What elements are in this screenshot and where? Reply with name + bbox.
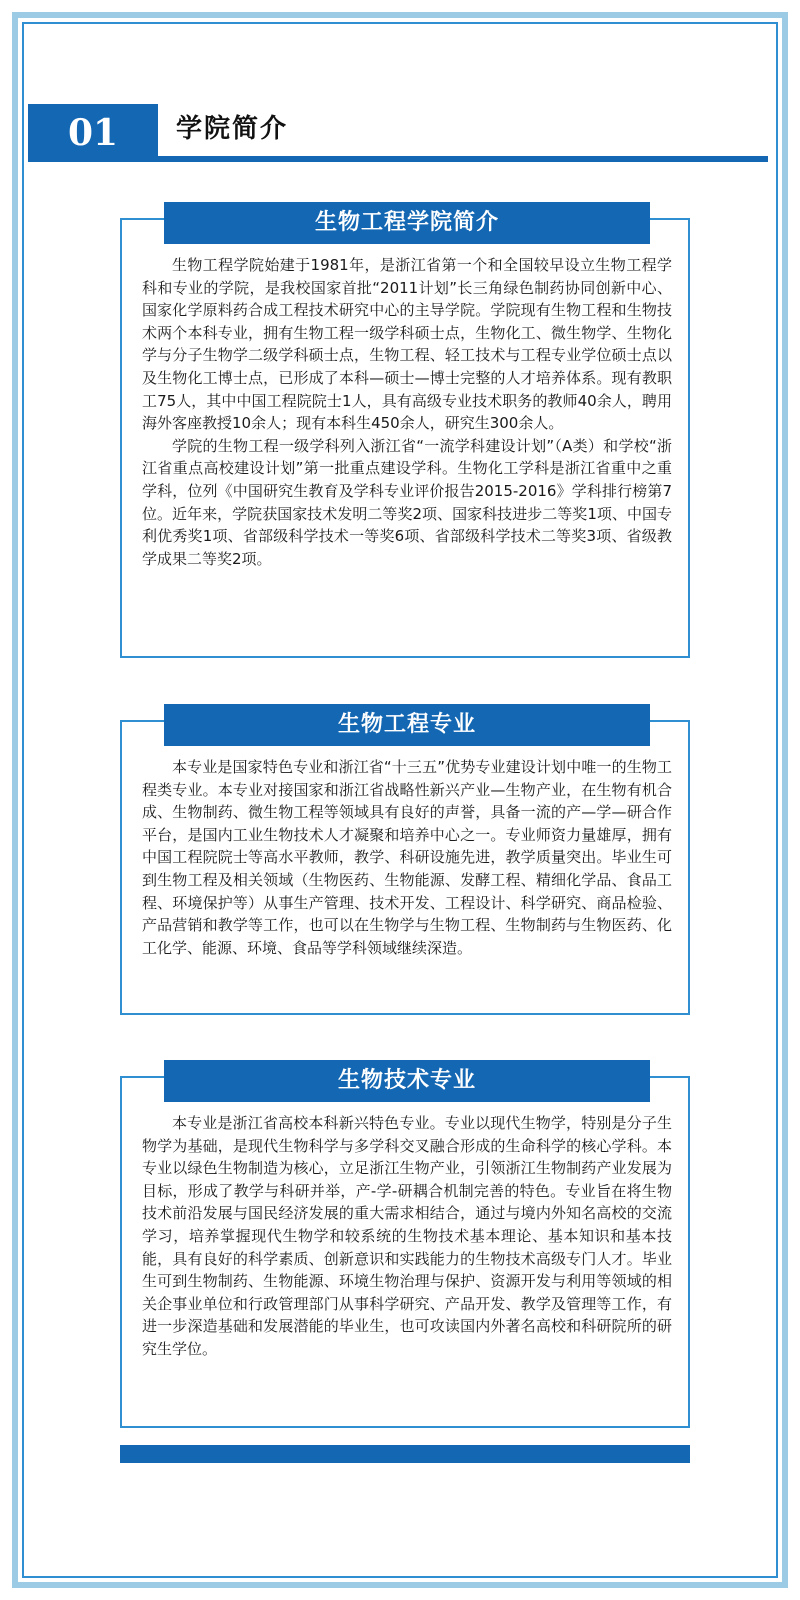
bioengineering-major-body <box>142 756 672 959</box>
biotechnology-major-paragraph: 本专业是浙江省高校本科新兴特色专业。专业以现代生物学，特别是分子生物学为基础，是现代生物科学与多学科交叉融合形成的生命科学的核心学科。本专业以绿色生物制造为核心，立足浙江生物产业，引领浙江生物制药产业发展为目标，形成了教学与科研并举，产-学-研耦合机制完善的特色。专业旨在将生物技术前沿发展与国民经济发展的重大需求相结合，通过与境内外知名高校的交流学习，培养掌握现代生物学和较系统的生物技术基本理论、基本知识和基本技能，具有良好的科学素质、创新意识和实践能力的生物技术高级专门人才。毕业生可到生物制药、生物能源、环境生物治理与保护、资源开发与利用等领域的相关企事业单位和行政管理部门从事科学研究、产品开发、教学及管理等工作，有进一步深造基础和发展潜能的毕业生，也可攻读国内外著名高校和科研院所的研究生学位。 <box>142 1114 672 1358</box>
section-header <box>28 104 768 162</box>
bioengineering-major-title: 生物工程专业 <box>164 704 650 746</box>
college-intro-box <box>120 210 690 658</box>
college-intro-paragraph-2: 学院的生物工程一级学科列入浙江省“一流学科建设计划”（A类）和学校“浙江省重点高校建设计划”第一批重点建设学科。生物化工学科是浙江省重中之重学科，位列《中国研究生教育及学科专业评价报告2015-2016》学科排行榜第7位。近年来，学院获国家技术发明二等奖2项、国家科技进步二等奖1项、中国专利优秀奖1项、省部级科学技术一等奖6项、省部级科学技术二等奖3项、省级教学成果二等奖2项。 <box>142 436 672 568</box>
biotechnology-major-body <box>142 1112 672 1361</box>
section-number: 01 <box>28 104 158 162</box>
bioengineering-major-paragraph: 本专业是国家特色专业和浙江省“十三五”优势专业建设计划中唯一的生物工程类专业。本专业对接国家和浙江省战略性新兴产业—生物产业，在生物有机合成、生物制药、微生物工程等领域具有良好的声誉，具备一流的产—学—研合作平台，是国内工业生物技术人才凝聚和培养中心之一。专业师资力量雄厚，拥有中国工程院院士等高水平教师，教学、科研设施先进，教学质量突出。毕业生可到生物工程及相关领域（生物医药、生物能源、发酵工程、精细化学品、食品工程、环境保护等）从事生产管理、技术开发、工程设计、科学研究、商品检验、产品营销和教学等工作，也可以在生物学与生物工程、生物制药与生物医药、化工化学、能源、环境、食品等学科领域继续深造。 <box>142 758 672 957</box>
college-intro-title: 生物工程学院简介 <box>164 202 650 244</box>
section-divider <box>158 156 768 162</box>
bioengineering-major-box <box>120 712 690 1015</box>
college-intro-body <box>142 254 672 570</box>
bottom-bar <box>120 1445 690 1463</box>
biotechnology-major-box <box>120 1068 690 1428</box>
section-title: 学院简介 <box>176 114 289 144</box>
biotechnology-major-title: 生物技术专业 <box>164 1060 650 1102</box>
college-intro-paragraph-1: 生物工程学院始建于1981年，是浙江省第一个和全国较早设立生物工程学科和专业的学院，是我校国家首批“2011计划”长三角绿色制药协同创新中心、国家化学原料药合成工程技术研究中心的主导学院。学院现有生物工程和生物技术两个本科专业，拥有生物工程一级学科硕士点，生物化工、微生物学、生物化学与分子生物学二级学科硕士点，生物工程、轻工技术与工程专业学位硕士点以及生物化工博士点，已形成了本科—硕士—博士完整的人才培养体系。现有教职工75人，其中中国工程院院士1人，具有高级专业技术职务的教师40余人，聘用海外客座教授10余人；现有本科生450余人，研究生300余人。 <box>142 256 672 433</box>
